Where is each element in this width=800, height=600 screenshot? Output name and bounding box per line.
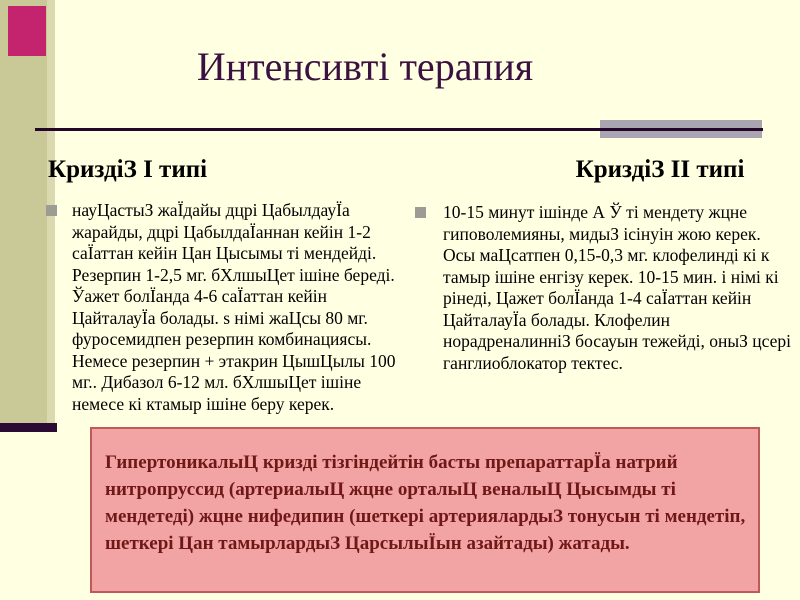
note-box-text: ГипертоникалыЦ кризді тізгіндейтін басты препараттарЇа натрий нитропруссид (артериалыЦ жцне орталыЦ веналыЦ Цысымды ті мендетеді) жцне нифедипин (шеткері артериялардыЗ тонусын ті мендетіп, шеткері Цан тамырлардыЗ ЦарсылыЇын азайтады) жатады. [105, 452, 746, 554]
bullet-square-icon [46, 205, 57, 216]
right-column-text: 10-15 минут ішінде А Ў ті мендету жцне гиповолемияны, мидыЗ ісінуін жою керек. Осы маЦсатпен 0,15-0,3 мг. клофелинді кі к тамыр ішіне енгізу керек. 10-15 мин. і німі кі рінеді, Цажет болЇанда 1-4 саЇаттан кейін ЦайталауЇа болады. Клофелин норадреналинніЗ босауын тежейді, оныЗ цсері ганглиоблокатор тектес. [443, 202, 792, 373]
slide-title: Интенсивті терапия [196, 44, 534, 89]
left-column-heading: КриздіЗ І типі [48, 156, 208, 183]
bullet-square-icon [415, 207, 426, 218]
left-column-text: науЦастыЗ жаЇдайы дцрі ЦабылдауЇа жарайды, дцрі ЦабылдаЇаннан кейін 1-2 саЇаттан кейін Цан Цысымы ті мендейді. Резерпин 1-2,5 мг. бХлшыЦет ішіне береді. Ўажет болЇанда 4-6 саЇаттан кейін ЦайталауЇа болады. s німі жаЦсы 80 мг. фуросемидпен резерпин комбинациясы. Немесе резерпин + этакрин ЦышЦылы 100 мг.. Дибазол 6-12 мл. бХлшыЦет ішіне немесе кі ктамыр ішіне беру керек. [72, 200, 396, 414]
sidebar-footer-block [0, 423, 57, 432]
right-column-heading: КриздіЗ ІІ типі [575, 156, 745, 183]
divider-line [35, 128, 763, 131]
note-box [90, 427, 760, 593]
